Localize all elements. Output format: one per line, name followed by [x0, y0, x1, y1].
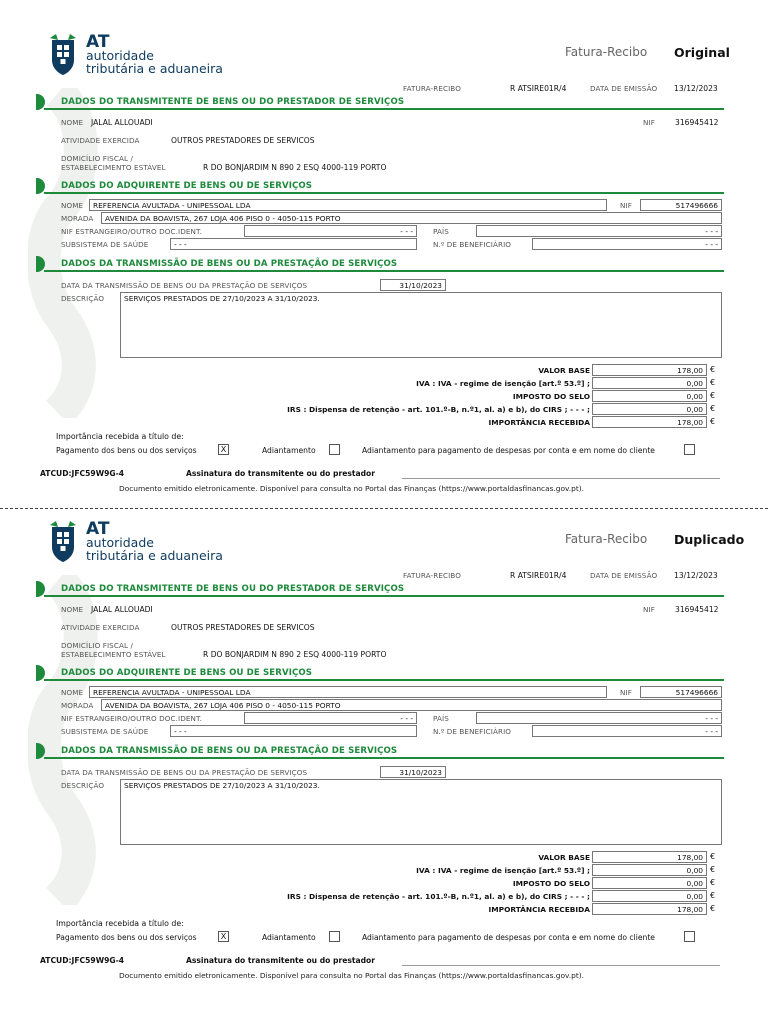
amount-received-field: 178,00 — [592, 903, 707, 915]
seller-nif-label: NIF — [643, 605, 655, 614]
electronic-document-notice: Documento emitido eletronicamente. Disponível para consulta no Portal das Finanças (https://www.portaldasfinancas.gov.pt). — [119, 971, 584, 980]
logo-line-1: autoridade — [86, 48, 154, 63]
iva-field: 0,00 — [592, 864, 707, 876]
activity-value: OUTROS PRESTADORES DE SERVICOS — [171, 623, 315, 632]
base-value-label: VALOR BASE — [538, 366, 590, 375]
description-label: DESCRIÇÃO — [61, 294, 105, 303]
payment-option-goods-label: Pagamento dos bens ou dos serviços — [56, 933, 197, 942]
seller-name: JALAL ALLOUADI — [91, 118, 153, 127]
health-subsystem-label: SUBSISTEMA DE SAÚDE — [61, 240, 149, 249]
section-rule — [44, 679, 724, 681]
buyer-nif-field: 517496666 — [640, 686, 722, 698]
logo-at-text: AT — [86, 519, 110, 539]
irs-field: 0,00 — [592, 890, 707, 902]
payment-option-goods-checkbox[interactable]: X — [218, 931, 229, 942]
payment-option-advance-checkbox[interactable] — [329, 931, 340, 942]
country-label: PAÍS — [433, 714, 449, 723]
signature-label: Assinatura do transmitente ou do prestador — [186, 469, 376, 478]
payment-option-advance-checkbox[interactable] — [329, 444, 340, 455]
buyer-address-field: AVENIDA DA BOAVISTA, 267 LOJA 406 PISO 0 - 4050-115 PORTO — [101, 699, 722, 711]
country-label: PAÍS — [433, 227, 449, 236]
at-shield-icon — [48, 34, 78, 76]
at-shield-icon — [48, 521, 78, 563]
section-rule — [44, 108, 724, 110]
currency-symbol: € — [710, 852, 716, 861]
foreign-nif-label: NIF ESTRANGEIRO/OUTRO DOC.IDENT. — [61, 714, 203, 723]
irs-label: IRS : Dispensa de retenção - art. 101.º-B, n.º1, al. a) e b), do CIRS ; - - - ; — [287, 892, 590, 901]
country-field: - - - — [476, 712, 722, 724]
payment-title: Importância recebida a título de: — [56, 919, 184, 928]
seller-name: JALAL ALLOUADI — [91, 605, 153, 614]
issue-date-label: DATA DE EMISSÃO — [590, 84, 658, 93]
section-rule — [44, 757, 724, 759]
irs-field: 0,00 — [592, 403, 707, 415]
currency-symbol: € — [710, 391, 716, 400]
amount-received-field: 178,00 — [592, 416, 707, 428]
currency-symbol: € — [710, 404, 716, 413]
seller-address: R DO BONJARDIM N 890 2 ESQ 4000-119 PORTO — [203, 650, 387, 659]
section-rule — [44, 270, 724, 272]
buyer-name-field: REFERENCIA AVULTADA - UNIPESSOAL LDA — [89, 686, 607, 698]
currency-symbol: € — [710, 904, 716, 913]
seller-nif: 316945412 — [675, 605, 719, 614]
transmission-section-title: DADOS DA TRANSMISSÃO DE BENS OU DA PRESTAÇÃO DE SERVIÇOS — [61, 259, 398, 269]
description-label: DESCRIÇÃO — [61, 781, 105, 790]
address-label-line1: DOMICÍLIO FISCAL / — [61, 154, 133, 163]
amount-received-label: IMPORTÂNCIA RECEBIDA — [488, 418, 590, 427]
payment-option-expenses-label: Adiantamento para pagamento de despesas por conta e em nome do cliente — [362, 933, 655, 942]
buyer-section-title: DADOS DO ADQUIRENTE DE BENS OU DE SERVIÇOS — [61, 668, 313, 678]
invoice-number: R ATSIRE01R/4 — [510, 571, 567, 580]
beneficiary-label: N.º DE BENEFICIÁRIO — [433, 727, 512, 736]
iva-field: 0,00 — [592, 377, 707, 389]
issue-date: 13/12/2023 — [674, 571, 718, 580]
logo-at-text: AT — [86, 32, 110, 52]
atcud-code: ATCUD:JFC59W9G-4 — [40, 469, 125, 478]
invoice-copy — [0, 0, 768, 500]
transmission-section-title: DADOS DA TRANSMISSÃO DE BENS OU DA PRESTAÇÃO DE SERVIÇOS — [61, 746, 398, 756]
seller-name-label: NOME — [61, 605, 84, 614]
buyer-nif-field: 517496666 — [640, 199, 722, 211]
buyer-name-field: REFERENCIA AVULTADA - UNIPESSOAL LDA — [89, 199, 607, 211]
address-label-line2: ESTABELECIMENTO ESTÁVEL — [61, 650, 166, 659]
buyer-section-title: DADOS DO ADQUIRENTE DE BENS OU DE SERVIÇOS — [61, 181, 313, 191]
currency-symbol: € — [710, 891, 716, 900]
payment-option-goods-label: Pagamento dos bens ou dos serviços — [56, 446, 197, 455]
health-subsystem-field: - - - — [170, 238, 417, 250]
seller-section-title: DADOS DO TRANSMITENTE DE BENS OU DO PRESTADOR DE SERVIÇOS — [61, 584, 405, 594]
beneficiary-label: N.º DE BENEFICIÁRIO — [433, 240, 512, 249]
base-value-field: 178,00 — [592, 851, 707, 863]
logo-line-2: tributária e aduaneira — [86, 61, 223, 76]
currency-symbol: € — [710, 378, 716, 387]
beneficiary-field: - - - — [532, 725, 722, 737]
seller-address: R DO BONJARDIM N 890 2 ESQ 4000-119 PORTO — [203, 163, 387, 172]
iva-label: IVA : IVA - regime de isenção [art.º 53.º] ; — [416, 866, 590, 875]
base-value-field: 178,00 — [592, 364, 707, 376]
section-rule — [44, 595, 724, 597]
seller-nif-label: NIF — [643, 118, 655, 127]
buyer-nif-label: NIF — [620, 688, 632, 697]
iva-label: IVA : IVA - regime de isenção [art.º 53.º] ; — [416, 379, 590, 388]
invoice-type-label: FATURA-RECIBO — [403, 571, 461, 580]
transmission-date-field: 31/10/2023 — [380, 279, 446, 291]
payment-option-advance-label: Adiantamento — [262, 933, 316, 942]
buyer-address-field: AVENIDA DA BOAVISTA, 267 LOJA 406 PISO 0 - 4050-115 PORTO — [101, 212, 722, 224]
foreign-nif-field: - - - — [244, 712, 417, 724]
activity-label: ATIVIDADE EXERCIDA — [61, 623, 140, 632]
issue-date: 13/12/2023 — [674, 84, 718, 93]
invoice-type-label: FATURA-RECIBO — [403, 84, 461, 93]
health-subsystem-field: - - - — [170, 725, 417, 737]
foreign-nif-field: - - - — [244, 225, 417, 237]
payment-option-goods-checkbox[interactable]: X — [218, 444, 229, 455]
description-field: SERVIÇOS PRESTADOS DE 27/10/2023 A 31/10/2023. — [120, 292, 722, 358]
payment-option-expenses-checkbox[interactable] — [684, 444, 695, 455]
logo-line-1: autoridade — [86, 535, 154, 550]
electronic-document-notice: Documento emitido eletronicamente. Disponível para consulta no Portal das Finanças (https://www.portaldasfinancas.gov.pt). — [119, 484, 584, 493]
stamp-duty-label: IMPOSTO DO SELO — [512, 879, 590, 888]
stamp-duty-label: IMPOSTO DO SELO — [512, 392, 590, 401]
transmission-date-label: DATA DA TRANSMISSÃO DE BENS OU DA PRESTAÇÃO DE SERVIÇOS — [61, 281, 308, 290]
seller-nif: 316945412 — [675, 118, 719, 127]
logo-line-2: tributária e aduaneira — [86, 548, 223, 563]
section-rule — [44, 192, 724, 194]
document-type: Fatura-Recibo — [565, 45, 648, 59]
atcud-code: ATCUD:JFC59W9G-4 — [40, 956, 125, 965]
currency-symbol: € — [710, 417, 716, 426]
country-field: - - - — [476, 225, 722, 237]
copy-label: Original — [674, 45, 730, 60]
currency-symbol: € — [710, 365, 716, 374]
signature-line — [402, 965, 720, 966]
currency-symbol: € — [710, 865, 716, 874]
stamp-duty-field: 0,00 — [592, 390, 707, 402]
seller-section-title: DADOS DO TRANSMITENTE DE BENS OU DO PRESTADOR DE SERVIÇOS — [61, 97, 405, 107]
original-copy-container — [0, 0, 768, 500]
invoice-number: R ATSIRE01R/4 — [510, 84, 567, 93]
currency-symbol: € — [710, 878, 716, 887]
payment-title: Importância recebida a título de: — [56, 432, 184, 441]
activity-label: ATIVIDADE EXERCIDA — [61, 136, 140, 145]
irs-label: IRS : Dispensa de retenção - art. 101.º-B, n.º1, al. a) e b), do CIRS ; - - - ; — [287, 405, 590, 414]
address-label-line2: ESTABELECIMENTO ESTÁVEL — [61, 163, 166, 172]
buyer-address-label: MORADA — [61, 701, 94, 710]
amount-received-label: IMPORTÂNCIA RECEBIDA — [488, 905, 590, 914]
buyer-name-label: NOME — [61, 201, 84, 210]
health-subsystem-label: SUBSISTEMA DE SAÚDE — [61, 727, 149, 736]
duplicate-copy-container — [0, 487, 768, 987]
invoice-copy — [0, 487, 768, 987]
copy-label: Duplicado — [674, 532, 745, 547]
transmission-date-field: 31/10/2023 — [380, 766, 446, 778]
payment-option-expenses-checkbox[interactable] — [684, 931, 695, 942]
document-type: Fatura-Recibo — [565, 532, 648, 546]
signature-line — [402, 478, 720, 479]
payment-option-advance-label: Adiantamento — [262, 446, 316, 455]
stamp-duty-field: 0,00 — [592, 877, 707, 889]
buyer-address-label: MORADA — [61, 214, 94, 223]
transmission-date-label: DATA DA TRANSMISSÃO DE BENS OU DA PRESTAÇÃO DE SERVIÇOS — [61, 768, 308, 777]
issue-date-label: DATA DE EMISSÃO — [590, 571, 658, 580]
buyer-nif-label: NIF — [620, 201, 632, 210]
activity-value: OUTROS PRESTADORES DE SERVICOS — [171, 136, 315, 145]
foreign-nif-label: NIF ESTRANGEIRO/OUTRO DOC.IDENT. — [61, 227, 203, 236]
seller-name-label: NOME — [61, 118, 84, 127]
address-label-line1: DOMICÍLIO FISCAL / — [61, 641, 133, 650]
base-value-label: VALOR BASE — [538, 853, 590, 862]
payment-option-expenses-label: Adiantamento para pagamento de despesas por conta e em nome do cliente — [362, 446, 655, 455]
buyer-name-label: NOME — [61, 688, 84, 697]
signature-label: Assinatura do transmitente ou do prestador — [186, 956, 376, 965]
beneficiary-field: - - - — [532, 238, 722, 250]
description-field: SERVIÇOS PRESTADOS DE 27/10/2023 A 31/10/2023. — [120, 779, 722, 845]
